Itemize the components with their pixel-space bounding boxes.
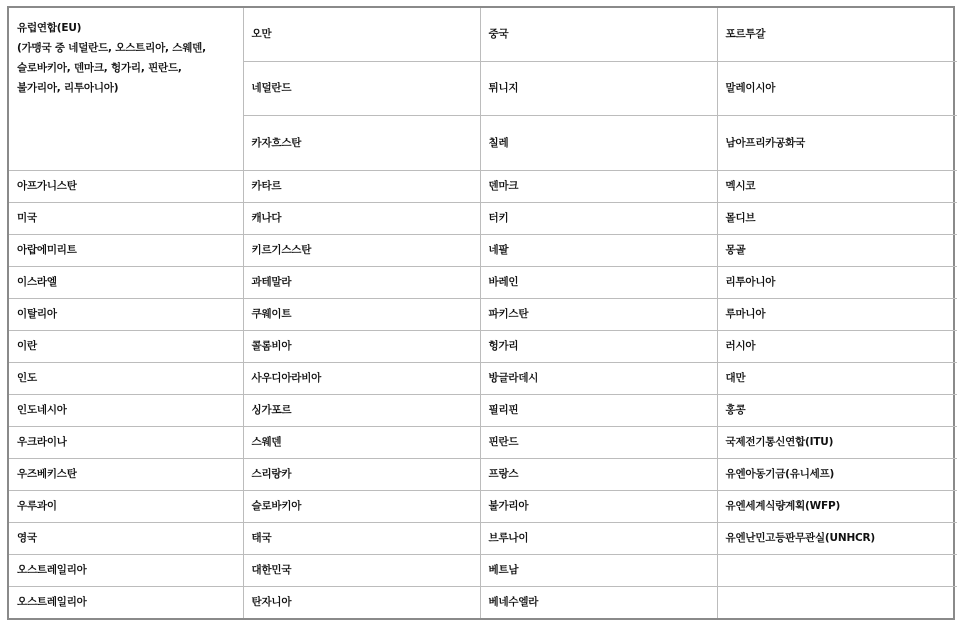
table-cell: 리투아니아 (717, 267, 957, 299)
table-cell: 아프가니스탄 (9, 171, 243, 203)
table-cell: 싱가포르 (243, 395, 480, 427)
table-cell: 포르투갈 (717, 8, 957, 61)
table-row (9, 203, 957, 235)
table-cell: 카자흐스탄 (243, 116, 480, 171)
table-row (9, 587, 957, 618)
table-cell: 이탈리아 (9, 299, 243, 331)
table-cell: 멕시코 (717, 171, 957, 203)
table-cell: 헝가리 (480, 331, 717, 363)
table-cell: 오스트레일리아 (9, 555, 243, 587)
table-cell: 칠레 (480, 116, 717, 171)
eu-cell (9, 8, 243, 171)
table-cell: 말레이시아 (717, 61, 957, 116)
table-cell: 터키 (480, 203, 717, 235)
table-cell: 튀니지 (480, 61, 717, 116)
table-cell: 이란 (9, 331, 243, 363)
table-cell: 우루과이 (9, 491, 243, 523)
eu-cell-line: (가맹국 중 네덜란드, 오스트리아, 스웨덴, (17, 42, 206, 54)
table-row (9, 299, 957, 331)
table-cell: 덴마크 (480, 171, 717, 203)
table-cell: 네팔 (480, 235, 717, 267)
eu-cell-line: 유럽연합(EU) (17, 22, 82, 34)
table-cell: 키르기스스탄 (243, 235, 480, 267)
table-row (9, 363, 957, 395)
table-cell: 몰디브 (717, 203, 957, 235)
table-cell: 오스트레일리아 (9, 587, 243, 618)
table-row (9, 395, 957, 427)
table-cell: 인도네시아 (9, 395, 243, 427)
table-cell: 슬로바키아 (243, 491, 480, 523)
table-cell: 인도 (9, 363, 243, 395)
table-cell: 아랍에미리트 (9, 235, 243, 267)
table-cell: 스리랑카 (243, 459, 480, 491)
table-cell: 쿠웨이트 (243, 299, 480, 331)
table-cell: 홍콩 (717, 395, 957, 427)
table-cell: 핀란드 (480, 427, 717, 459)
table-cell: 이스라엘 (9, 267, 243, 299)
table-cell: 루마니아 (717, 299, 957, 331)
table-row (9, 8, 957, 61)
table-cell: 유엔세계식량계획(WFP) (717, 491, 957, 523)
table-row (9, 459, 957, 491)
country-table (9, 8, 957, 618)
table-cell: 러시아 (717, 331, 957, 363)
eu-cell-line: 불가리아, 리투아니아) (17, 82, 119, 94)
table-cell: 베네수엘라 (480, 587, 717, 618)
table-row (9, 523, 957, 555)
table-cell: 대한민국 (243, 555, 480, 587)
table-cell: 우즈베키스탄 (9, 459, 243, 491)
table-cell: 태국 (243, 523, 480, 555)
table-cell: 스웨덴 (243, 427, 480, 459)
table-cell: 네덜란드 (243, 61, 480, 116)
table-cell (717, 587, 957, 618)
table-cell: 브루나이 (480, 523, 717, 555)
table-cell: 프랑스 (480, 459, 717, 491)
table-cell: 캐나다 (243, 203, 480, 235)
table-cell: 과테말라 (243, 267, 480, 299)
table-cell: 대만 (717, 363, 957, 395)
table-cell: 카타르 (243, 171, 480, 203)
table-cell (717, 555, 957, 587)
table-cell: 탄자니아 (243, 587, 480, 618)
table-cell: 오만 (243, 8, 480, 61)
table-cell: 영국 (9, 523, 243, 555)
table-cell: 필리핀 (480, 395, 717, 427)
table-cell: 미국 (9, 203, 243, 235)
table-cell: 국제전기통신연합(ITU) (717, 427, 957, 459)
table-cell: 우크라이나 (9, 427, 243, 459)
table-cell: 바레인 (480, 267, 717, 299)
table-row (9, 555, 957, 587)
table-cell: 남아프리카공화국 (717, 116, 957, 171)
table-row (9, 427, 957, 459)
table-row (9, 235, 957, 267)
table-cell: 사우디아라비아 (243, 363, 480, 395)
table-row (9, 331, 957, 363)
table-cell: 몽골 (717, 235, 957, 267)
table-cell: 방글라데시 (480, 363, 717, 395)
table-cell: 유엔아동기금(유니세프) (717, 459, 957, 491)
eu-cell-line: 슬로바키아, 덴마크, 헝가리, 핀란드, (17, 62, 182, 74)
table-row (9, 491, 957, 523)
table-cell: 콜롬비아 (243, 331, 480, 363)
table-cell: 파키스탄 (480, 299, 717, 331)
table-row (9, 171, 957, 203)
table-row (9, 267, 957, 299)
table-cell: 중국 (480, 8, 717, 61)
table-cell: 불가리아 (480, 491, 717, 523)
country-table-frame (7, 6, 955, 620)
table-cell: 유엔난민고등판무관실(UNHCR) (717, 523, 957, 555)
table-cell: 베트남 (480, 555, 717, 587)
